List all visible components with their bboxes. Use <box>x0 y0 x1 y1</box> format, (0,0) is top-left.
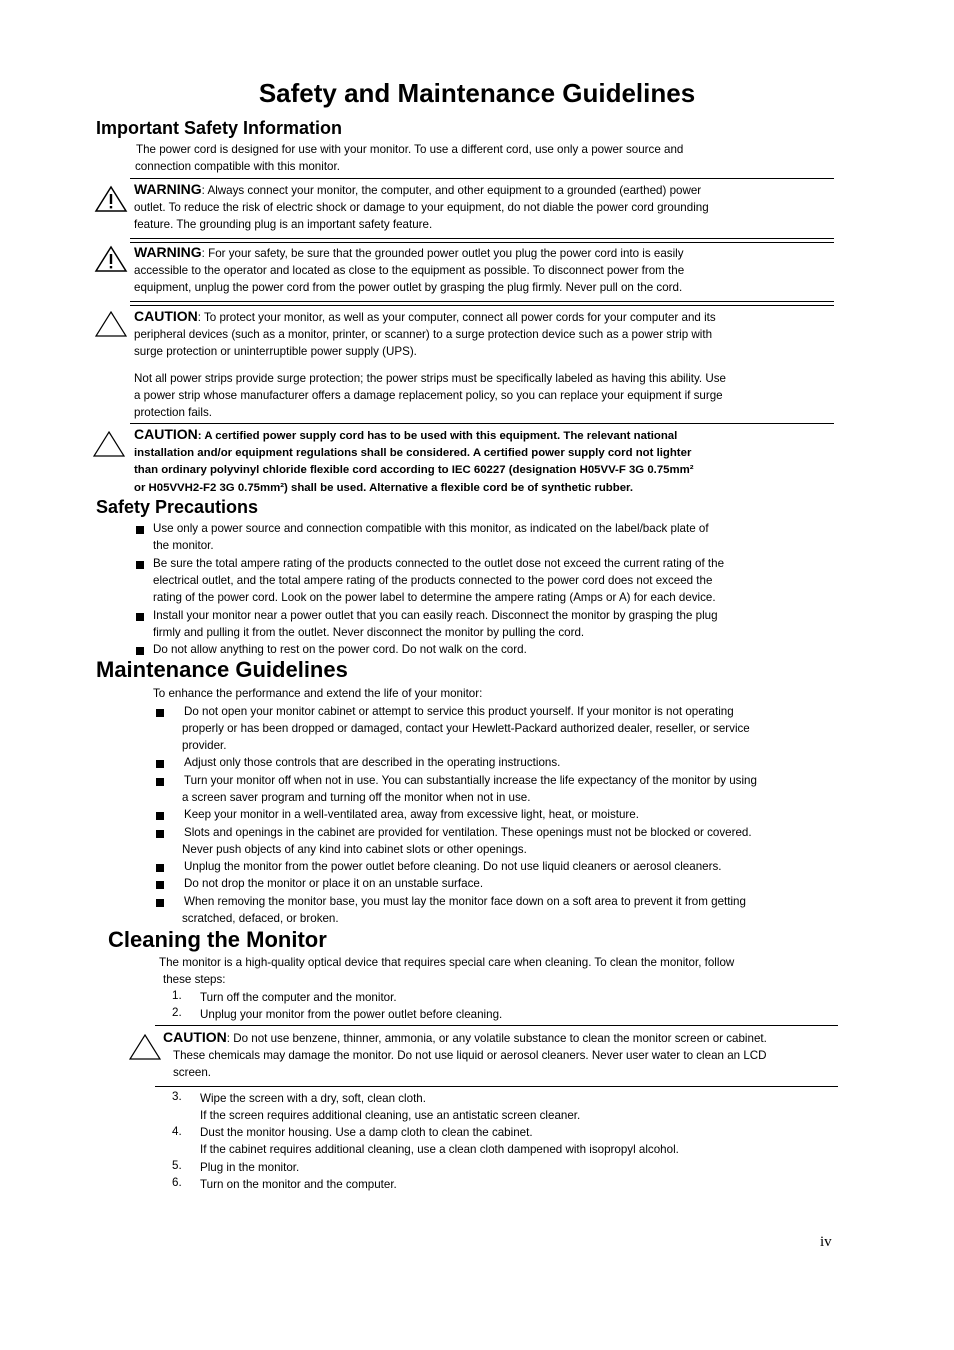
text-line: peripheral devices (such as a monitor, printer, or scanner) to a surge protection device such as a power strip with <box>134 328 713 342</box>
text-line: Turn your monitor off when not in use. You can substantially increase the life expectancy of the monitor by using <box>184 774 757 787</box>
text-line: than ordinary polyvinyl chloride flexible cord according to IEC 60227 (designation H05VV-F 3G 0.75mm² <box>134 464 694 477</box>
list-item <box>182 772 757 806</box>
caution-block-power-cord <box>134 426 834 497</box>
page-number: iv <box>820 1234 832 1250</box>
list-item <box>184 875 483 892</box>
bullet-icon <box>156 760 164 768</box>
caution-text: : Do not use benzene, thinner, ammonia, or any volatile substance to clean the monitor screen or cabinet. <box>226 1032 767 1045</box>
bullet-icon <box>136 526 144 534</box>
caution-label: CAUTION <box>134 426 198 442</box>
warning-label: WARNING <box>134 244 202 260</box>
text-line: Do not open your monitor cabinet or attempt to service this product yourself. If your monitor is not operating <box>184 705 734 718</box>
text-line: If the screen requires additional cleaning, use an antistatic screen cleaner. <box>200 1109 581 1123</box>
section-heading-maintenance: Maintenance Guidelines <box>96 657 348 682</box>
warning-triangle-icon <box>94 185 128 213</box>
page-title: Safety and Maintenance Guidelines <box>258 78 696 108</box>
warning-triangle-icon <box>94 245 128 273</box>
bullet-icon <box>156 881 164 889</box>
step-text: Turn on the monitor and the computer. <box>200 1178 397 1191</box>
caution-label: CAUTION <box>134 308 198 324</box>
bullet-icon <box>136 561 144 569</box>
section-heading-important-safety: Important Safety Information <box>96 118 343 138</box>
divider <box>130 238 834 239</box>
text-line: Dust the monitor housing. Use a damp cloth to clean the cabinet. <box>200 1126 533 1139</box>
text-line: accessible to the operator and located as close to the equipment as possible. To disconnect power from the <box>134 264 685 278</box>
bullet-icon <box>156 864 164 872</box>
text-line: outlet. To reduce the risk of electric shock or damage to your equipment, do not diable the power cord grounding <box>134 201 709 215</box>
text-line: scratched, defaced, or broken. <box>182 912 339 926</box>
list-item <box>184 806 639 823</box>
text-line: The monitor is a high-quality optical device that requires special care when cleaning. To clean the monitor, follow <box>159 956 735 969</box>
step-number: 6. <box>172 1176 182 1189</box>
bullet-icon <box>156 899 164 907</box>
step-text: Turn off the computer and the monitor. <box>200 991 397 1004</box>
list-item <box>153 555 724 607</box>
section-heading-cleaning: Cleaning the Monitor <box>108 927 327 952</box>
text-line: Use only a power source and connection compatible with this monitor, as indicated on the label/back plate of <box>153 522 709 535</box>
text-line: equipment, unplug the power cord from the power outlet by grasping the plug firmly. Never pull on the cord. <box>134 281 683 295</box>
step-number: 2. <box>172 1006 182 1019</box>
text-line: provider. <box>182 739 227 753</box>
list-item <box>184 858 721 875</box>
divider <box>155 1086 838 1087</box>
list-item <box>184 754 560 771</box>
step-text: Unplug your monitor from the power outlet before cleaning. <box>200 1008 503 1021</box>
text-line: Slots and openings in the cabinet are provided for ventilation. These openings must not be blocked or covered. <box>184 826 752 839</box>
text-line: rating of the power cord. Look on the power label to determine the ampere rating (Amps or A) for each device. <box>153 591 716 605</box>
text-line: When removing the monitor base, you must lay the monitor face down on a soft area to prevent it from getting <box>184 895 746 908</box>
caution-triangle-icon <box>94 310 128 338</box>
caution-label: CAUTION <box>163 1029 227 1045</box>
text-line: or H05VVH2-F2 3G 0.75mm²) shall be used. Alternative a flexible cord be of synthetic rubber. <box>134 481 634 494</box>
divider <box>130 178 834 179</box>
text-line: installation and/or equipment regulations shall be considered. A certified power supply cord not lighter <box>134 447 692 460</box>
section-heading-safety-precautions: Safety Precautions <box>96 497 259 517</box>
step-number: 5. <box>172 1159 182 1172</box>
list-item <box>153 641 527 658</box>
caution-block-surge <box>134 308 834 421</box>
cleaning-intro <box>159 954 734 988</box>
caution-triangle-icon <box>128 1033 162 1061</box>
list-item <box>153 520 709 554</box>
text-line: Never push objects of any kind into cabinet slots or other openings. <box>182 843 527 857</box>
text-line: surge protection or uninterruptible power supply (UPS). <box>134 345 417 359</box>
bullet-icon <box>136 647 144 655</box>
text-line: Do not drop the monitor or place it on an unstable surface. <box>184 877 484 890</box>
text-line: Adjust only those controls that are described in the operating instructions. <box>184 756 561 769</box>
step-text: Plug in the monitor. <box>200 1161 300 1174</box>
step-number: 3. <box>172 1090 182 1103</box>
text-line: Unplug the monitor from the power outlet before cleaning. Do not use liquid cleaners or aerosol cleaners. <box>184 860 722 873</box>
warning-block-grounding <box>134 181 834 234</box>
bullet-icon <box>156 830 164 838</box>
divider <box>155 1025 838 1026</box>
text-line: Do not allow anything to rest on the power cord. Do not walk on the cord. <box>153 643 527 656</box>
text-line: feature. The grounding plug is an important safety feature. <box>134 218 433 232</box>
divider <box>130 305 834 306</box>
text-line: protection fails. <box>134 406 212 420</box>
text-line: screen. <box>173 1066 212 1080</box>
text-line: If the cabinet requires additional cleaning, use a clean cloth dampened with isopropyl alcohol. <box>200 1143 679 1157</box>
text-line: electrical outlet, and the total ampere rating of the products connected to the power cord does not exceed the <box>153 574 713 588</box>
warning-label: WARNING <box>134 181 202 197</box>
caution-text: : To protect your monitor, as well as your computer, connect all power cords for your computer and its <box>197 311 716 324</box>
text-line: Install your monitor near a power outlet that you can easily reach. Disconnect the monitor by grasping the plug <box>153 609 718 622</box>
text-line: firmly and pulling it from the outlet. Never disconnect the monitor by pulling the cord. <box>153 626 585 640</box>
list-item <box>182 893 746 927</box>
text-line: a screen saver program and turning off the monitor when not in use. <box>182 791 531 805</box>
list-item <box>153 607 718 641</box>
text-line: Wipe the screen with a dry, soft, clean cloth. <box>200 1092 426 1105</box>
divider <box>130 423 834 424</box>
step-text <box>200 1090 580 1124</box>
text-line: Be sure the total ampere rating of the products connected to the outlet dose not exceed the current rating of the <box>153 557 725 570</box>
text-line: properly or has been dropped or damaged, contact your Hewlett-Packard authorized dealer, reseller, or service <box>182 722 750 736</box>
step-text <box>200 1124 679 1158</box>
step-number: 1. <box>172 989 182 1002</box>
text-line: these steps: <box>163 973 226 987</box>
bullet-icon <box>136 613 144 621</box>
text-line: These chemicals may damage the monitor. Do not use liquid or aerosol cleaners. Never user water to clean an LCD <box>173 1049 767 1063</box>
step-number: 4. <box>172 1125 182 1138</box>
text-line: the monitor. <box>153 539 214 553</box>
maintenance-intro: To enhance the performance and extend the life of your monitor: <box>153 687 483 700</box>
important-intro <box>136 141 683 175</box>
caution-block-cleaning <box>163 1029 835 1082</box>
warning-text: : For your safety, be sure that the grounded power outlet you plug the power cord into is easily <box>201 247 684 260</box>
bullet-icon <box>156 709 164 717</box>
bullet-icon <box>156 812 164 820</box>
warning-block-outlet <box>134 244 834 297</box>
text-line: Keep your monitor in a well-ventilated area, away from excessive light, heat, or moisture. <box>184 808 639 821</box>
warning-text: : Always connect your monitor, the computer, and other equipment to a grounded (earthed) power <box>201 184 702 197</box>
caution-text: : A certified power supply cord has to be used with this equipment. The relevant national <box>197 430 678 442</box>
list-item <box>182 703 750 755</box>
text-line: The power cord is designed for use with your monitor. To use a different cord, use only a power source and <box>136 143 684 156</box>
caution-triangle-icon <box>92 430 126 458</box>
bullet-icon <box>156 778 164 786</box>
text-line: a power strip whose manufacturer offers a damage replacement policy, so you can replace your equipment if surge <box>134 388 723 402</box>
list-item <box>182 824 752 858</box>
divider <box>130 242 834 243</box>
text-line: connection compatible with this monitor. <box>135 160 340 174</box>
text-line: Not all power strips provide surge protection; the power strips must be specifically labeled as having this ability. Use <box>134 371 726 385</box>
divider <box>130 301 834 302</box>
